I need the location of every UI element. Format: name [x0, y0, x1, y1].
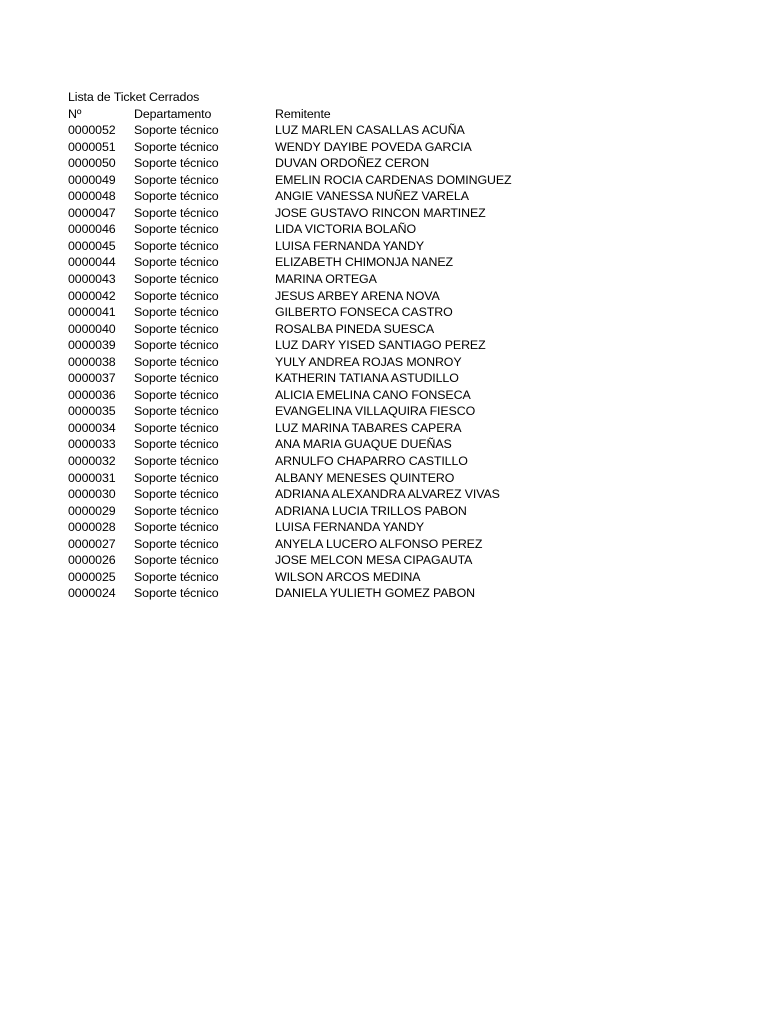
ticket-number: 0000037 — [68, 371, 116, 386]
ticket-number: 0000047 — [68, 205, 116, 220]
ticket-number: 0000048 — [68, 189, 116, 204]
ticket-number: 0000028 — [68, 520, 116, 535]
ticket-sender: ALBANY MENESES QUINTERO — [275, 470, 455, 485]
table-row — [68, 387, 535, 404]
ticket-table-body — [68, 122, 535, 602]
table-row — [68, 436, 535, 453]
ticket-department: Soporte técnico — [134, 487, 219, 502]
table-row — [68, 172, 535, 189]
ticket-department: Soporte técnico — [134, 354, 219, 369]
table-row — [68, 503, 535, 520]
ticket-sender: ARNULFO CHAPARRO CASTILLO — [275, 454, 468, 469]
ticket-number: 0000040 — [68, 321, 116, 336]
table-row — [68, 569, 535, 586]
ticket-number: 0000042 — [68, 288, 116, 303]
ticket-number: 0000046 — [68, 222, 116, 237]
ticket-sender: WENDY DAYIBE POVEDA GARCIA — [275, 139, 472, 154]
ticket-department: Soporte técnico — [134, 123, 219, 138]
table-row — [68, 155, 535, 172]
ticket-number: 0000032 — [68, 454, 116, 469]
ticket-number: 0000041 — [68, 305, 116, 320]
ticket-number: 0000027 — [68, 536, 116, 551]
table-row — [68, 271, 535, 288]
table-row — [68, 304, 535, 321]
ticket-department: Soporte técnico — [134, 288, 219, 303]
ticket-department: Soporte técnico — [134, 272, 219, 287]
column-header-sender: Remitente — [275, 106, 331, 121]
ticket-number: 0000031 — [68, 470, 116, 485]
ticket-number: 0000052 — [68, 123, 116, 138]
table-row — [68, 221, 535, 238]
table-row — [68, 321, 535, 338]
ticket-number: 0000034 — [68, 420, 116, 435]
ticket-department: Soporte técnico — [134, 569, 219, 584]
ticket-number: 0000051 — [68, 139, 116, 154]
ticket-department: Soporte técnico — [134, 205, 219, 220]
ticket-number: 0000043 — [68, 272, 116, 287]
table-row — [68, 519, 535, 536]
ticket-sender: KATHERIN TATIANA ASTUDILLO — [275, 371, 459, 386]
ticket-number: 0000030 — [68, 487, 116, 502]
ticket-department: Soporte técnico — [134, 321, 219, 336]
ticket-department: Soporte técnico — [134, 139, 219, 154]
ticket-number: 0000049 — [68, 172, 116, 187]
table-row — [68, 552, 535, 569]
ticket-department: Soporte técnico — [134, 503, 219, 518]
list-title-row — [68, 89, 535, 106]
table-row — [68, 238, 535, 255]
ticket-sender: EVANGELINA VILLAQUIRA FIESCO — [275, 404, 476, 419]
ticket-department: Soporte técnico — [134, 420, 219, 435]
ticket-sender: LUZ DARY YISED SANTIAGO PEREZ — [275, 338, 486, 353]
table-row — [68, 420, 535, 437]
ticket-department: Soporte técnico — [134, 238, 219, 253]
table-header-row — [68, 106, 535, 123]
table-row — [68, 188, 535, 205]
ticket-number: 0000024 — [68, 586, 116, 601]
ticket-list-sheet — [68, 89, 535, 602]
ticket-sender: ANYELA LUCERO ALFONSO PEREZ — [275, 536, 483, 551]
ticket-department: Soporte técnico — [134, 454, 219, 469]
table-row — [68, 370, 535, 387]
column-header-number: Nº — [68, 106, 82, 121]
ticket-number: 0000029 — [68, 503, 116, 518]
ticket-department: Soporte técnico — [134, 222, 219, 237]
ticket-sender: ELIZABETH CHIMONJA NANEZ — [275, 255, 453, 270]
ticket-department: Soporte técnico — [134, 553, 219, 568]
ticket-sender: ANA MARIA GUAQUE DUEÑAS — [275, 437, 452, 452]
ticket-number: 0000038 — [68, 354, 116, 369]
ticket-department: Soporte técnico — [134, 172, 219, 187]
ticket-sender: LUZ MARLEN CASALLAS ACUÑA — [275, 123, 465, 138]
table-row — [68, 453, 535, 470]
table-row — [68, 337, 535, 354]
ticket-department: Soporte técnico — [134, 371, 219, 386]
table-row — [68, 122, 535, 139]
ticket-sender: WILSON ARCOS MEDINA — [275, 569, 421, 584]
ticket-sender: ADRIANA LUCIA TRILLOS PABON — [275, 503, 467, 518]
ticket-sender: EMELIN ROCIA CARDENAS DOMINGUEZ — [275, 172, 512, 187]
ticket-number: 0000025 — [68, 569, 116, 584]
table-row — [68, 486, 535, 503]
ticket-sender: ROSALBA PINEDA SUESCA — [275, 321, 435, 336]
ticket-number: 0000036 — [68, 387, 116, 402]
ticket-sender: LUZ MARINA TABARES CAPERA — [275, 420, 462, 435]
ticket-sender: MARINA ORTEGA — [275, 272, 377, 287]
ticket-department: Soporte técnico — [134, 255, 219, 270]
table-row — [68, 354, 535, 371]
ticket-department: Soporte técnico — [134, 189, 219, 204]
ticket-number: 0000035 — [68, 404, 116, 419]
ticket-sender: GILBERTO FONSECA CASTRO — [275, 305, 453, 320]
ticket-sender: LIDA VICTORIA BOLAÑO — [275, 222, 416, 237]
ticket-sender: ALICIA EMELINA CANO FONSECA — [275, 387, 471, 402]
ticket-sender: JESUS ARBEY ARENA NOVA — [275, 288, 440, 303]
ticket-number: 0000044 — [68, 255, 116, 270]
ticket-sender: DUVAN ORDOÑEZ CERON — [275, 156, 430, 171]
table-row — [68, 288, 535, 305]
ticket-sender: DANIELA YULIETH GOMEZ PABON — [275, 586, 475, 601]
ticket-sender: YULY ANDREA ROJAS MONROY — [275, 354, 462, 369]
ticket-sender: JOSE MELCON MESA CIPAGAUTA — [275, 553, 473, 568]
ticket-sender: ADRIANA ALEXANDRA ALVAREZ VIVAS — [275, 487, 500, 502]
ticket-department: Soporte técnico — [134, 437, 219, 452]
ticket-department: Soporte técnico — [134, 470, 219, 485]
ticket-number: 0000039 — [68, 338, 116, 353]
ticket-department: Soporte técnico — [134, 520, 219, 535]
table-row — [68, 585, 535, 602]
ticket-department: Soporte técnico — [134, 338, 219, 353]
ticket-number: 0000045 — [68, 238, 116, 253]
ticket-number: 0000050 — [68, 156, 116, 171]
ticket-sender: JOSE GUSTAVO RINCON MARTINEZ — [275, 205, 486, 220]
ticket-department: Soporte técnico — [134, 305, 219, 320]
table-row — [68, 139, 535, 156]
ticket-department: Soporte técnico — [134, 586, 219, 601]
table-row — [68, 254, 535, 271]
ticket-sender: LUISA FERNANDA YANDY — [275, 520, 425, 535]
ticket-number: 0000026 — [68, 553, 116, 568]
ticket-sender: ANGIE VANESSA NUÑEZ VARELA — [275, 189, 469, 204]
table-row — [68, 403, 535, 420]
ticket-sender: LUISA FERNANDA YANDY — [275, 238, 425, 253]
table-row — [68, 205, 535, 222]
column-header-department: Departamento — [134, 106, 212, 121]
table-row — [68, 536, 535, 553]
table-row — [68, 470, 535, 487]
ticket-department: Soporte técnico — [134, 404, 219, 419]
ticket-department: Soporte técnico — [134, 536, 219, 551]
ticket-department: Soporte técnico — [134, 156, 219, 171]
list-title: Lista de Ticket Cerrados — [68, 90, 200, 104]
ticket-number: 0000033 — [68, 437, 116, 452]
ticket-department: Soporte técnico — [134, 387, 219, 402]
